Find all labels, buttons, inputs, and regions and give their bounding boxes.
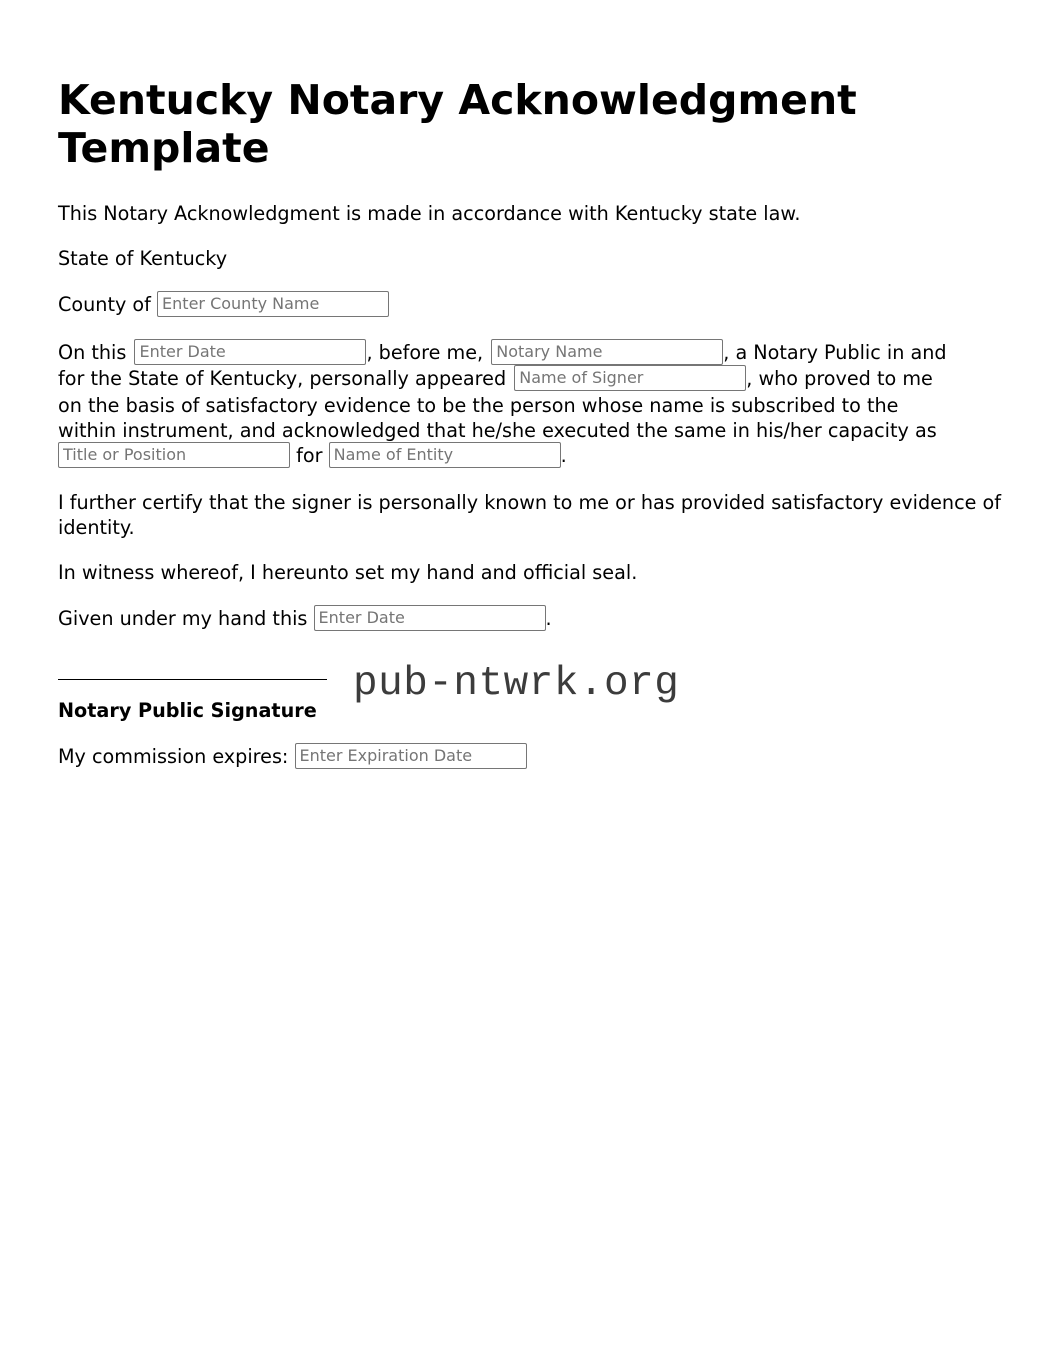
ack-line-1 bbox=[58, 340, 947, 367]
county-line bbox=[58, 292, 389, 319]
ack-line-5 bbox=[58, 443, 567, 470]
signer-name-input[interactable] bbox=[514, 365, 746, 391]
ack-text-before-me: , before me, bbox=[366, 341, 484, 364]
watermark: pub-ntwrk.org bbox=[353, 661, 680, 707]
given-line bbox=[58, 606, 552, 633]
ack-text-notary-public: , a Notary Public in and bbox=[723, 341, 947, 364]
commission-label: My commission expires: bbox=[58, 745, 289, 768]
ack-line-2 bbox=[58, 366, 933, 393]
given-label: Given under my hand this bbox=[58, 607, 308, 630]
ack-line-4: within instrument, and acknowledged that he/she executed the same in his/her capacity as bbox=[58, 419, 937, 442]
signature-label: Notary Public Signature bbox=[58, 699, 317, 722]
signature-line[interactable] bbox=[58, 657, 327, 680]
ack-text-for: for bbox=[296, 444, 323, 467]
entity-name-input[interactable] bbox=[329, 442, 561, 468]
witness-text: In witness whereof, I hereunto set my hand and official seal. bbox=[58, 561, 638, 584]
ack-date-input[interactable] bbox=[134, 339, 366, 365]
expiration-date-input[interactable] bbox=[295, 743, 527, 769]
ack-text-who-proved: , who proved to me bbox=[746, 367, 933, 390]
given-suffix: . bbox=[545, 607, 552, 630]
certify-text: I further certify that the signer is personally known to me or has provided satisfactory evidence of identity. bbox=[58, 491, 1002, 539]
ack-text-personally-appeared: for the State of Kentucky, personally appeared bbox=[58, 367, 507, 390]
title-position-input[interactable] bbox=[58, 442, 290, 468]
given-date-input[interactable] bbox=[314, 605, 546, 631]
county-input[interactable] bbox=[157, 291, 389, 317]
commission-line bbox=[58, 744, 527, 771]
intro-text: This Notary Acknowledgment is made in accordance with Kentucky state law. bbox=[58, 202, 801, 225]
page-title: Kentucky Notary Acknowledgment Template bbox=[58, 76, 857, 172]
ack-text-on-this: On this bbox=[58, 341, 127, 364]
ack-text-period: . bbox=[560, 444, 567, 467]
notary-name-input[interactable] bbox=[491, 339, 723, 365]
county-label: County of bbox=[58, 293, 151, 316]
state-line: State of Kentucky bbox=[58, 247, 228, 270]
ack-line-3: on the basis of satisfactory evidence to be the person whose name is subscribed to the bbox=[58, 394, 899, 417]
